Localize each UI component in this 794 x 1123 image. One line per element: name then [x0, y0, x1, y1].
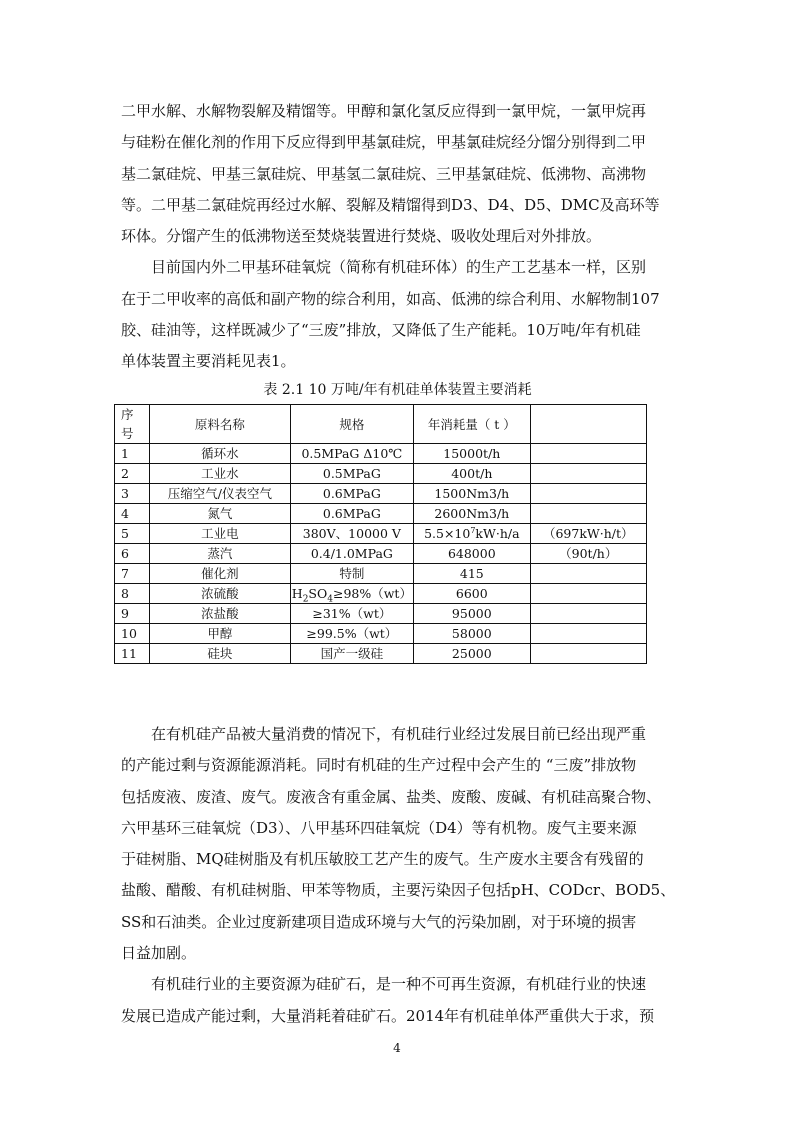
cell-no: 2	[115, 464, 150, 484]
cell-name: 循环水	[150, 444, 291, 464]
amount-base: 5.5×10	[424, 526, 471, 541]
text-line: 六甲基环三硅氧烷（D3）、八甲基环四硅氧烷（D4）等有机物。废气主要来源	[121, 818, 637, 837]
table-row	[115, 604, 647, 624]
header-no-line2: 号	[121, 426, 134, 441]
table-row	[115, 464, 647, 484]
spec-rest: ≥98%（wt）	[332, 586, 412, 601]
text-line: 有机硅行业的主要资源为硅矿石，是一种不可再生资源，有机硅行业的快速	[151, 975, 647, 994]
header-no	[115, 405, 150, 444]
cell-spec: 380V、10000 V	[290, 524, 413, 544]
cell-note: （697kW·h/t）	[530, 524, 646, 544]
spec-sub-2: 2	[302, 594, 309, 605]
cell-amount: 95000	[414, 604, 530, 624]
cell-note	[530, 504, 646, 524]
cell-spec: ≥31%（wt）	[290, 604, 413, 624]
cell-note	[530, 464, 646, 484]
cell-amount: 415	[414, 564, 530, 584]
text-line: 二甲水解、水解物裂解及精馏等。甲醇和氯化氢反应得到一氯甲烷，一氯甲烷再	[121, 102, 647, 120]
cell-note	[530, 584, 646, 604]
cell-note	[530, 564, 646, 584]
cell-amount: 25000	[414, 644, 530, 664]
cell-note	[530, 644, 646, 664]
table-row	[115, 644, 647, 664]
text-line: 包括废液、废渣、废气。废液含有重金属、盐类、废酸、废碱、有机硅高聚合物、	[121, 787, 662, 806]
cell-note	[530, 604, 646, 624]
amount-unit: kW·h/a	[475, 526, 520, 541]
paragraph-process	[121, 96, 674, 252]
cell-name: 浓盐酸	[150, 604, 291, 624]
cell-amount: 15000t/h	[414, 444, 530, 464]
table-row	[115, 524, 647, 544]
amount-exponent: 7	[470, 525, 476, 535]
consumption-table	[114, 404, 647, 664]
cell-spec: 特制	[290, 564, 413, 584]
text-line: 日益加剧。	[121, 944, 197, 963]
cell-name: 工业水	[150, 464, 291, 484]
table-row	[115, 584, 647, 604]
cell-no: 9	[115, 604, 150, 624]
text-line: 于硅树脂、MQ硅树脂及有机压敏胶工艺产生的废气。生产废水主要含有残留的	[121, 850, 644, 869]
cell-name: 工业电	[150, 524, 291, 544]
cell-no: 7	[115, 564, 150, 584]
pollution-text	[121, 719, 674, 1032]
paragraph-pollution	[121, 719, 674, 969]
text-line: 环体。分馏产生的低沸物送至焚烧装置进行焚烧、吸收处理后对外排放。	[121, 227, 602, 246]
cell-name: 蒸汽	[150, 544, 291, 564]
cell-name: 氮气	[150, 504, 291, 524]
text-line: 与硅粉在催化剂的作用下反应得到甲基氯硅烷，甲基氯硅烷经分馏分别得到二甲	[121, 133, 647, 152]
cell-no: 5	[115, 524, 150, 544]
text-line: 盐酸、醋酸、有机硅树脂、甲苯等物质，主要污染因子包括pH、CODcr、BOD5、	[121, 881, 676, 900]
header-no-line1: 序	[121, 407, 134, 422]
cell-amount: 1500Nm3/h	[414, 484, 530, 504]
cell-name: 催化剂	[150, 564, 291, 584]
spec-sub-4: 4	[327, 594, 333, 605]
cell-name: 压缩空气/仪表空气	[150, 484, 291, 504]
cell-amount	[414, 524, 530, 544]
cell-spec: 0.5MPaG Δ10℃	[290, 444, 413, 464]
table-row	[115, 564, 647, 584]
header-amount: 年消耗量（ t ）	[414, 405, 530, 444]
cell-no: 3	[115, 484, 150, 504]
table-caption: 表 2.1 10 万吨/年有机硅单体装置主要消耗	[263, 382, 532, 398]
header-note	[530, 405, 646, 444]
cell-spec: 0.4/1.0MPaG	[290, 544, 413, 564]
text-line: 的产能过剩与资源能源消耗。同时有机硅的生产过程中会产生的 “三废”排放物	[121, 756, 637, 775]
cell-spec: 国产一级硅	[290, 644, 413, 664]
page-number: 4	[393, 1041, 401, 1055]
cell-amount: 400t/h	[414, 464, 530, 484]
cell-amount: 6600	[414, 584, 530, 604]
table-row	[115, 444, 647, 464]
text-line: 等。二甲基二氯硅烷再经过水解、裂解及精馏得到D3、D4、D5、DMC及高环等	[121, 195, 660, 214]
cell-amount: 648000	[414, 544, 530, 564]
cell-note	[530, 484, 646, 504]
text-line: 目前国内外二甲基环硅氧烷（简称有机硅环体）的生产工艺基本一样，区别	[151, 258, 647, 277]
spec-so: SO	[308, 586, 328, 601]
cell-spec: 0.6MPaG	[290, 484, 413, 504]
paragraph-resources	[121, 969, 674, 1032]
intro-text	[121, 96, 674, 378]
cell-name: 硅块	[150, 644, 291, 664]
cell-spec	[290, 584, 413, 604]
cell-no: 4	[115, 504, 150, 524]
cell-no: 1	[115, 444, 150, 464]
text-line: SS和石油类。企业过度新建项目造成环境与大气的污染加剧，对于环境的损害	[121, 912, 637, 931]
cell-name: 浓硫酸	[150, 584, 291, 604]
cell-note	[530, 444, 646, 464]
table-row	[115, 484, 647, 504]
text-line: 胶、硅油等，这样既减少了“三废”排放，又降低了生产能耗。10万吨/年有机硅	[121, 321, 641, 340]
text-line: 发展已造成产能过剩，大量消耗着硅矿石。2014年有机硅单体严重供大于求，预	[121, 1006, 655, 1025]
cell-spec: 0.5MPaG	[290, 464, 413, 484]
paragraph-comparison	[121, 252, 674, 377]
cell-name: 甲醇	[150, 624, 291, 644]
cell-spec: 0.6MPaG	[290, 504, 413, 524]
cell-spec: ≥99.5%（wt）	[290, 624, 413, 644]
header-name: 原料名称	[150, 405, 291, 444]
table-row	[115, 544, 647, 564]
cell-note: （90t/h）	[530, 544, 646, 564]
cell-no: 6	[115, 544, 150, 564]
text-line: 基二氯硅烷、甲基三氯硅烷、甲基氢二氯硅烷、三甲基氯硅烷、低沸物、高沸物	[121, 164, 647, 183]
cell-no: 10	[115, 624, 150, 644]
cell-no: 11	[115, 644, 150, 664]
table-row	[115, 624, 647, 644]
text-line: 在有机硅产品被大量消费的情况下，有机硅行业经过发展目前已经出现严重	[151, 725, 647, 743]
cell-no: 8	[115, 584, 150, 604]
cell-note	[530, 624, 646, 644]
text-line: 在于二甲收率的高低和副产物的综合利用，如高、低沸的综合利用、水解物制107	[121, 289, 660, 308]
spec-h: H	[291, 586, 303, 601]
text-line: 单体装置主要消耗见表1。	[121, 352, 296, 371]
header-spec: 规格	[290, 405, 413, 444]
cell-amount: 58000	[414, 624, 530, 644]
table-header-row	[115, 405, 647, 444]
cell-amount: 2600Nm3/h	[414, 504, 530, 524]
table-row	[115, 504, 647, 524]
